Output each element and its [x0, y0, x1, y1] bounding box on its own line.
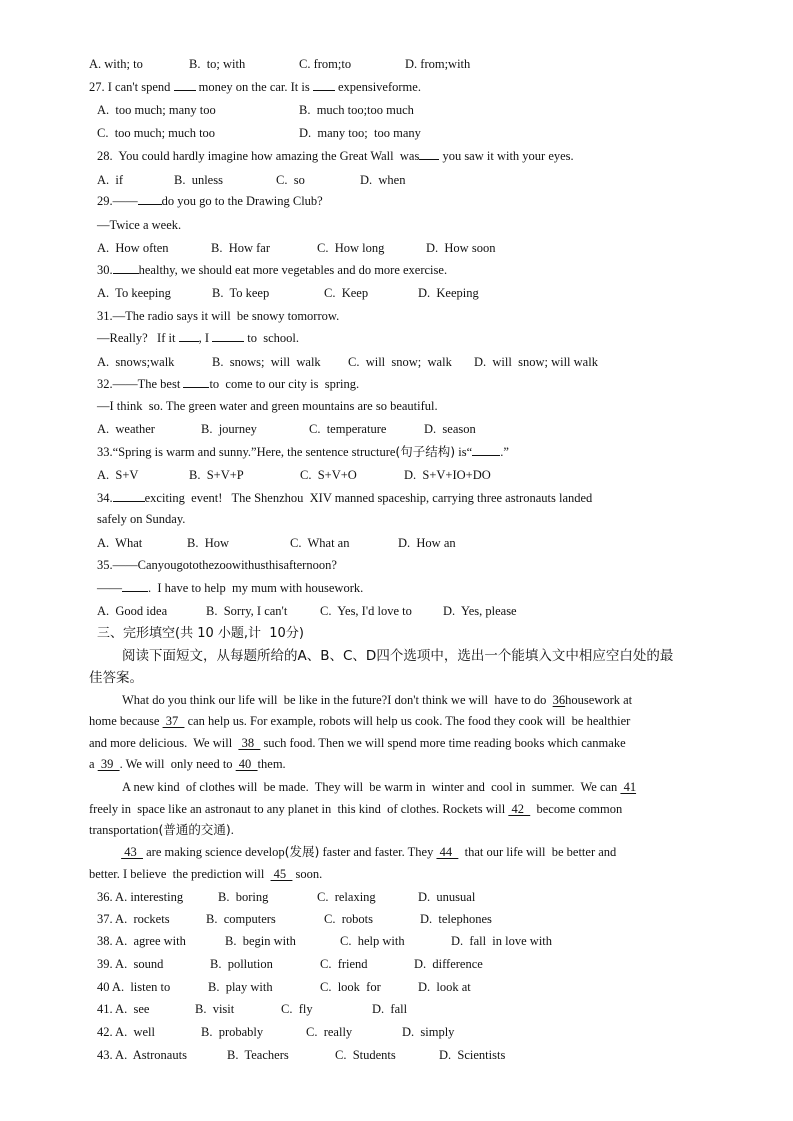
- passage-line: freely in space like an astronaut to any planet in this kind of clothes. Rockets will 42 become common: [89, 802, 623, 816]
- option-d: D. Yes, please: [443, 604, 517, 618]
- q31-line2: —Really? If it , I to school.: [97, 331, 299, 345]
- option-b: B. computers: [206, 912, 276, 926]
- option-a: A. weather: [97, 422, 155, 436]
- option-d: D. telephones: [420, 912, 492, 926]
- option-b: B. How: [187, 536, 230, 550]
- option-d: D. unusual: [418, 890, 476, 904]
- option-b: B. snows; will walk: [212, 355, 321, 369]
- option-c: C. S+V+O: [300, 468, 357, 482]
- option-b: B. probably: [201, 1025, 264, 1039]
- option-a: A. with; to: [89, 57, 143, 71]
- passage-line: A new kind of clothes will be made. They will be warm in winter and cool in summer. We can 41: [122, 780, 637, 794]
- option-c: C. will snow; walk: [348, 355, 452, 369]
- option-d: D. fall in love with: [451, 934, 553, 948]
- option-d: D. fall: [372, 1002, 408, 1016]
- q32-stem: 32.——The best to come to our city is spring.: [97, 377, 360, 391]
- answer-blank: [174, 90, 196, 91]
- option-b: B. Sorry, I can't: [206, 604, 288, 618]
- option-a: A. How often: [97, 241, 169, 255]
- option-d: D. when: [360, 173, 406, 187]
- option-a: 41. A. see: [97, 1002, 150, 1016]
- option-a: 36. A. interesting: [97, 890, 184, 904]
- option-b: B. How far: [211, 241, 271, 255]
- blank-45: 45: [270, 867, 293, 881]
- option-d: D. simply: [402, 1025, 455, 1039]
- option-c: C. help with: [340, 934, 405, 948]
- option-d: D. How soon: [426, 241, 496, 255]
- blank-42: 42: [508, 802, 531, 816]
- option-d: D. look at: [418, 980, 471, 994]
- answer-blank: [212, 341, 244, 342]
- option-b: B. begin with: [225, 934, 296, 948]
- passage-line: and more delicious. We will 38 such food. Then we will spend more time reading books which canmake: [89, 736, 626, 750]
- q27-stem: 27. I can't spend money on the car. It is expensiveforme.: [89, 80, 421, 94]
- option-a: A. if: [97, 173, 124, 187]
- answer-blank: [313, 90, 335, 91]
- option-a: A. What: [97, 536, 143, 550]
- option-b: B. journey: [201, 422, 257, 436]
- option-a: A. To keeping: [97, 286, 171, 300]
- passage-line: 43 are making science develop(发展) faster and faster. They 44 that our life will be better and: [121, 844, 617, 859]
- blank-37: 37: [162, 714, 185, 728]
- option-c: C. from;to: [299, 57, 352, 71]
- option-c: C. fly: [281, 1002, 313, 1016]
- q34-line2: safely on Sunday.: [97, 512, 186, 526]
- option-a: 38. A. agree with: [97, 934, 186, 948]
- option-b: B. to; with: [189, 57, 246, 71]
- section-instructions: 阅读下面短文，从每题所给的A、B、C、D四个选项中，选出一个能填入文中相应空白处的最: [122, 648, 674, 664]
- blank-38: 38: [238, 736, 261, 750]
- q32-line2: —I think so. The green water and green mountains are so beautiful.: [97, 399, 438, 413]
- option-c: C. How long: [317, 241, 385, 255]
- option-c: C. so: [276, 173, 305, 187]
- option-b: B. much too;too much: [299, 103, 414, 117]
- option-d: D. How an: [398, 536, 456, 550]
- blank-39: 39: [97, 757, 120, 771]
- blank-40: 40: [235, 757, 258, 771]
- option-b: B. play with: [208, 980, 273, 994]
- q29-answer: —Twice a week.: [97, 218, 182, 232]
- option-d: D. Keeping: [418, 286, 479, 300]
- option-c: C. What an: [290, 536, 350, 550]
- q30-stem: 30. healthy, we should eat more vegetables and do more exercise.: [97, 263, 448, 277]
- option-d: D. S+V+IO+DO: [404, 468, 491, 482]
- passage-line: transportation(普通的交通).: [89, 822, 234, 837]
- passage-line: home because 37 can help us. For example, robots will help us cook. The food they cook will be healthier: [89, 714, 631, 728]
- option-a: 43. A. Astronauts: [97, 1048, 187, 1062]
- option-a: 40 A. listen to: [97, 980, 171, 994]
- option-d: D. many too; too many: [299, 126, 421, 140]
- answer-blank: [472, 455, 500, 456]
- option-b: B. visit: [195, 1002, 235, 1016]
- option-c: C. temperature: [309, 422, 387, 436]
- option-b: B. boring: [218, 890, 269, 904]
- option-c: C. Keep: [324, 286, 369, 300]
- option-c: C. too much; much too: [97, 126, 216, 140]
- blank-44: 44: [436, 845, 459, 859]
- option-b: B. unless: [174, 173, 223, 187]
- option-a: 39. A. sound: [97, 957, 164, 971]
- option-a: A. Good idea: [97, 604, 168, 618]
- option-b: B. Teachers: [227, 1048, 289, 1062]
- option-b: B. S+V+P: [189, 468, 244, 482]
- q31-line1: 31.—The radio says it will be snowy tomorrow.: [97, 309, 340, 323]
- answer-blank: [183, 387, 209, 388]
- section-heading: 三、完形填空(共 10 小题,计 10分): [97, 626, 304, 641]
- q34-stem: 34. exciting event! The Shenzhou XIV manned spaceship, carrying three astronauts landed: [97, 491, 593, 505]
- passage-line: better. I believe the prediction will 45 soon.: [89, 867, 323, 881]
- answer-blank: [179, 341, 199, 342]
- answer-blank: [122, 591, 148, 592]
- option-c: C. robots: [324, 912, 373, 926]
- option-d: D. Scientists: [439, 1048, 506, 1062]
- option-d: D. from;with: [405, 57, 471, 71]
- option-c: C. really: [306, 1025, 353, 1039]
- passage-line: What do you think our life will be like in the future?I don't think we will have to do 36housework at: [122, 693, 633, 707]
- section-instructions-cont: 佳答案。: [89, 670, 143, 686]
- q28-stem: 28. You could hardly imagine how amazing the Great Wall was you saw it with your eyes.: [97, 149, 574, 163]
- answer-blank: [113, 501, 145, 502]
- passage-line: a 39 . We will only need to 40 them.: [89, 757, 286, 771]
- option-c: C. friend: [320, 957, 368, 971]
- option-b: B. To keep: [212, 286, 270, 300]
- q35-line1: 35.——Canyougotothezoowithusthisafternoon?: [97, 558, 337, 572]
- option-c: C. Yes, I'd love to: [320, 604, 412, 618]
- answer-blank: [113, 273, 139, 274]
- option-a: 42. A. well: [97, 1025, 155, 1039]
- option-c: C. Students: [335, 1048, 396, 1062]
- q33-stem: 33.“Spring is warm and sunny.”Here, the sentence structure(句子结构) is“ .”: [97, 444, 509, 459]
- answer-blank: [419, 159, 439, 160]
- option-c: C. relaxing: [317, 890, 376, 904]
- answer-blank: [138, 204, 162, 205]
- blank-43: 43: [121, 845, 143, 859]
- q29-stem: 29.—— do you go to the Drawing Club?: [97, 194, 323, 208]
- blank-36: 36: [552, 693, 566, 707]
- option-a: A. snows;walk: [97, 355, 175, 369]
- option-d: D. season: [424, 422, 476, 436]
- option-d: D. difference: [414, 957, 483, 971]
- option-a: A. too much; many too: [97, 103, 216, 117]
- option-b: B. pollution: [210, 957, 273, 971]
- blank-41: 41: [620, 780, 637, 794]
- option-d: D. will snow; will walk: [474, 355, 598, 369]
- q35-line2: —— . I have to help my mum with housework.: [97, 581, 364, 595]
- option-a: A. S+V: [97, 468, 139, 482]
- option-c: C. look for: [320, 980, 381, 994]
- option-a: 37. A. rockets: [97, 912, 170, 926]
